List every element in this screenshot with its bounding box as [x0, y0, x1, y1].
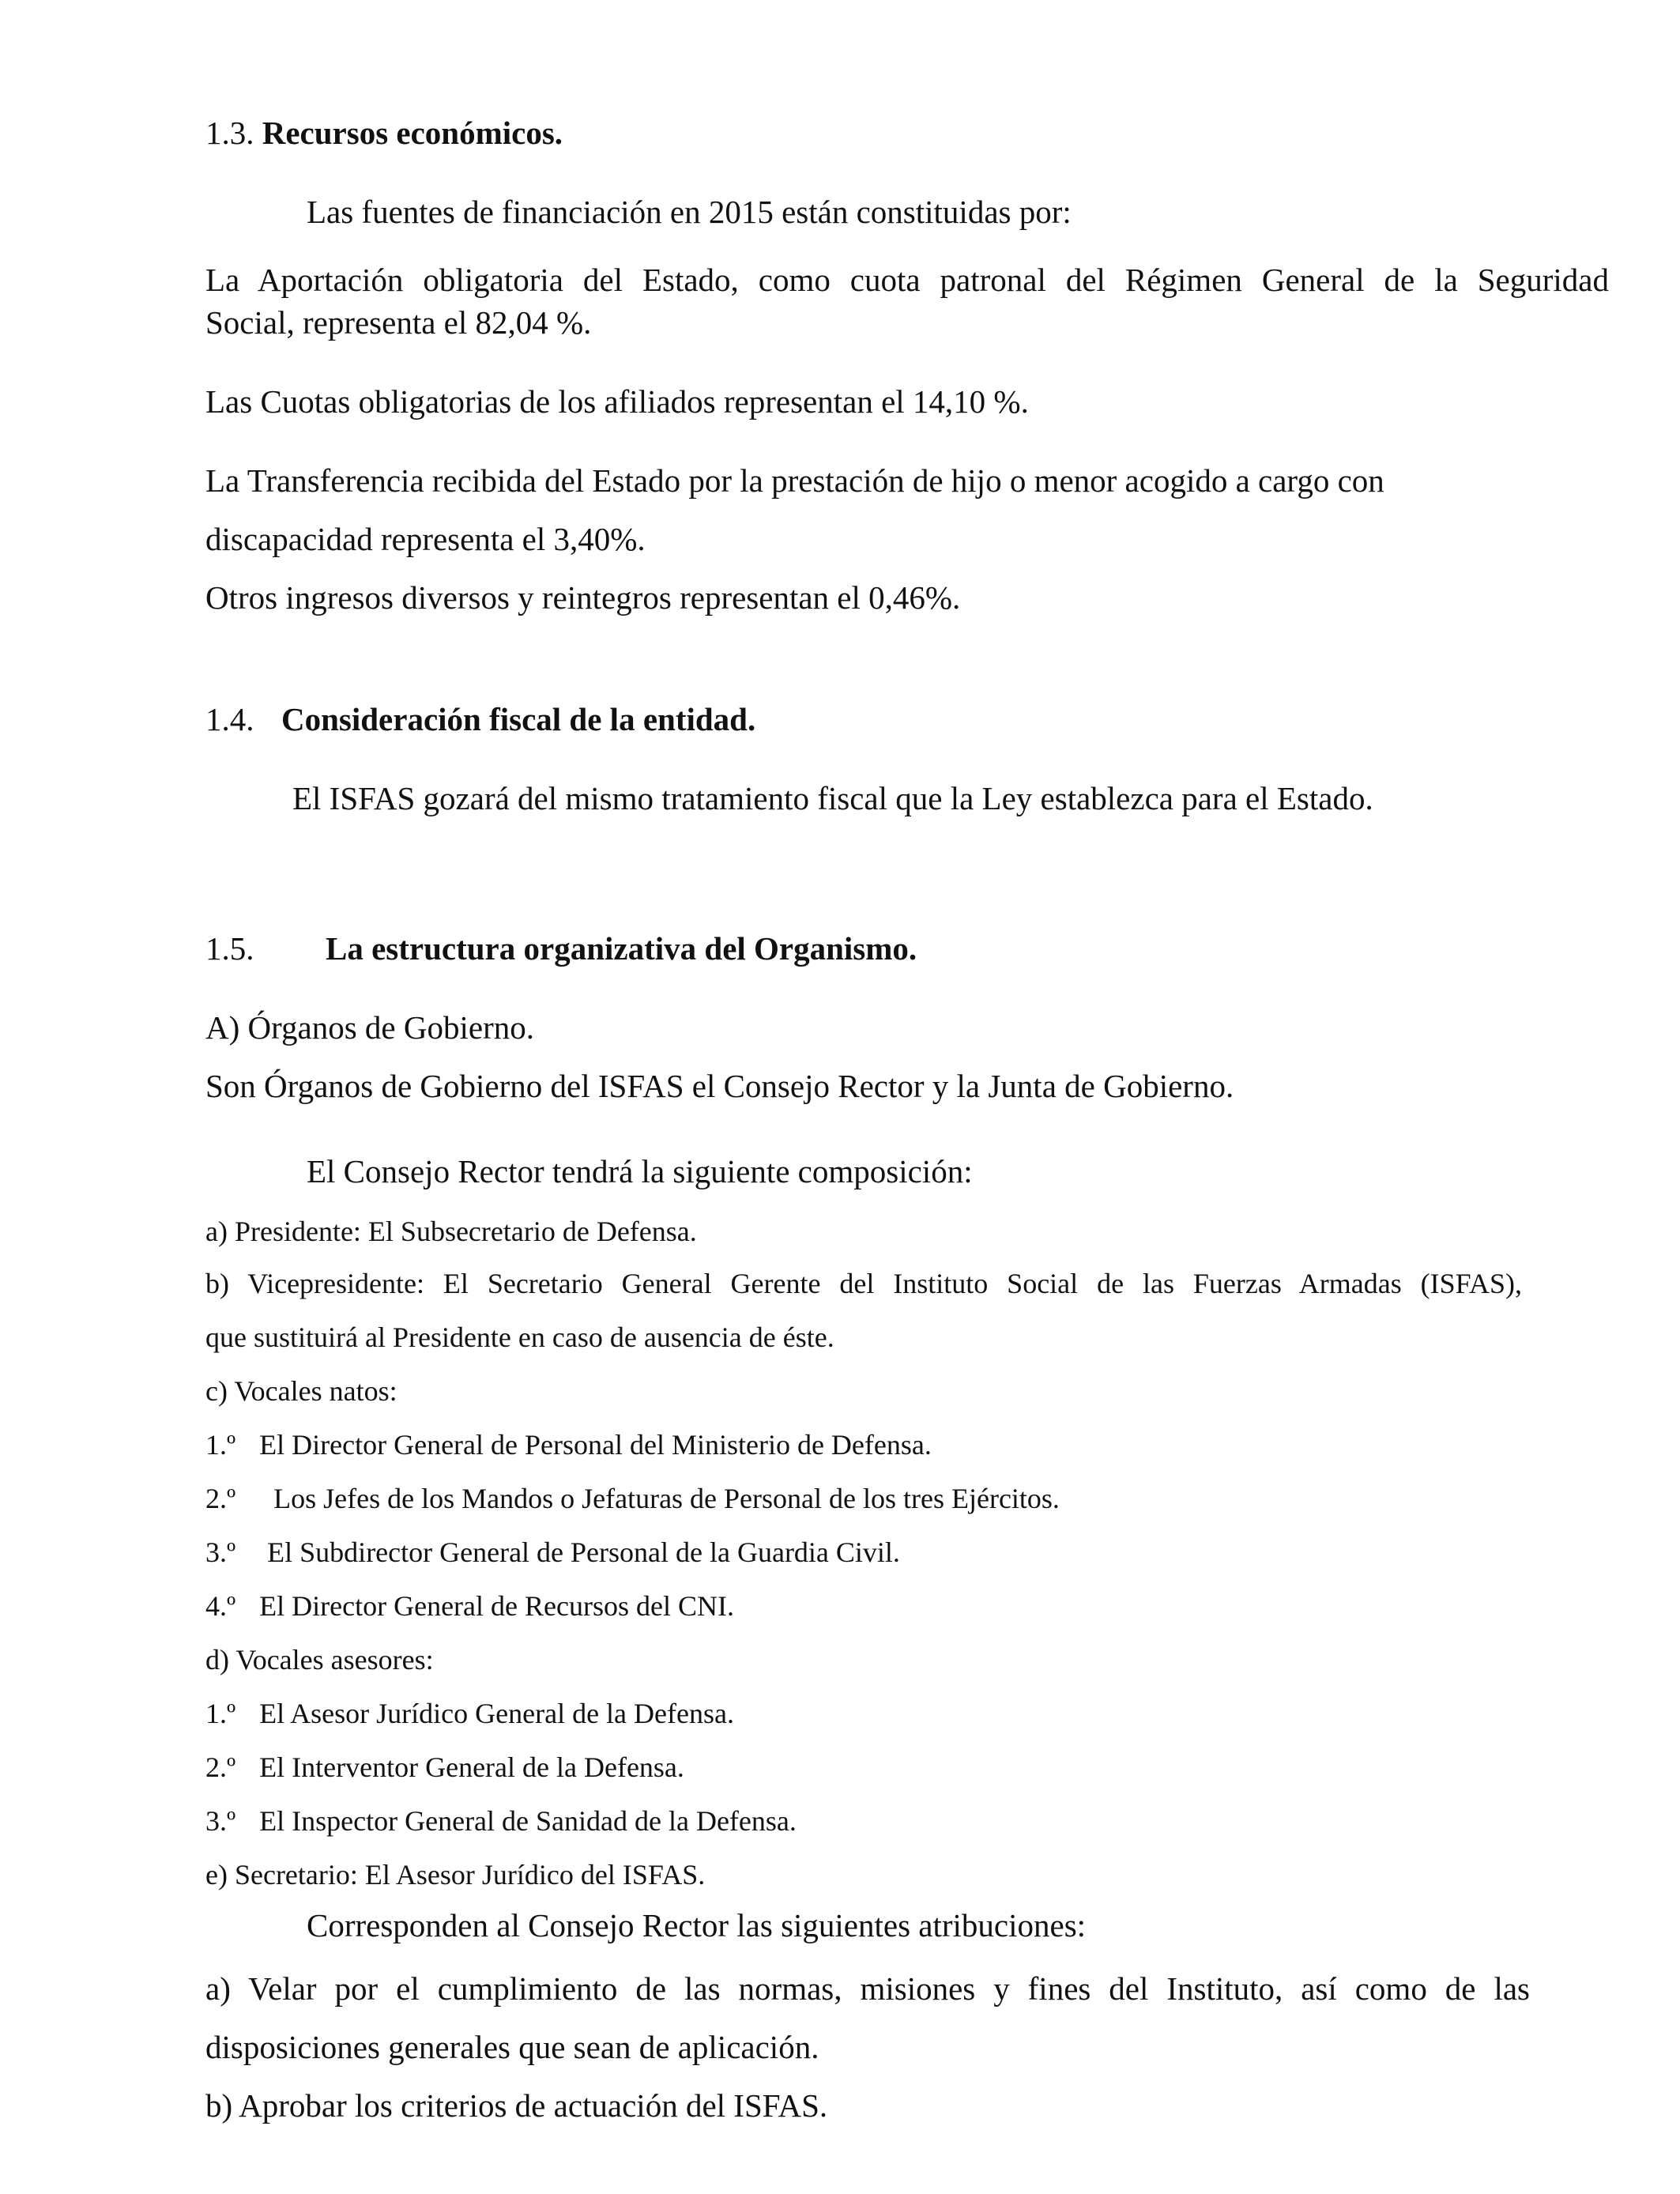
list-item-text: El Interventor General de la Defensa. [259, 1751, 684, 1783]
governing-bodies-text: Son Órganos de Gobierno del ISFAS el Consejo Rector y la Junta de Gobierno. [205, 1068, 1234, 1104]
list-item-number: 4.º [205, 1590, 236, 1622]
section-heading-1-5 [205, 930, 917, 967]
list-item-text: El Subdirector General de Personal de la Guardia Civil. [267, 1536, 900, 1568]
composition-intro: El Consejo Rector tendrá la siguiente composición: [307, 1153, 973, 1189]
attributions-intro: Corresponden al Consejo Rector las siguientes atribuciones: [307, 1907, 1087, 1943]
vocales-natos-heading: c) Vocales natos: [205, 1375, 397, 1407]
list-item-number: 1.º [205, 1698, 236, 1729]
section-title: La estructura organizativa del Organismo. [326, 930, 917, 967]
list-item [205, 1538, 900, 1566]
section-heading-1-3 [205, 117, 563, 149]
paragraph-transfer-line2: discapacidad representa el 3,40%. [205, 521, 646, 557]
list-item [205, 1699, 734, 1728]
list-item-text: El Inspector General de Sanidad de la Defensa. [259, 1805, 797, 1837]
list-item [205, 1753, 684, 1781]
list-item-number: 2.º [205, 1751, 236, 1783]
attribution-b: b) Aprobar los criterios de actuación del ISFAS. [205, 2087, 828, 2124]
section-title: Recursos económicos. [262, 115, 563, 151]
paragraph-other-income: Otros ingresos diversos y reintegros representan el 0,46%. [205, 579, 961, 616]
member-president: a) Presidente: El Subsecretario de Defensa. [205, 1216, 697, 1247]
section-number: 1.3. [205, 115, 254, 151]
section-title: Consideración fiscal de la entidad. [281, 701, 756, 737]
list-item-number: 2.º [205, 1483, 236, 1514]
member-secretary: e) Secretario: El Asesor Jurídico del ISFAS. [205, 1859, 706, 1891]
list-item-text: El Asesor Jurídico General de la Defensa. [259, 1698, 734, 1729]
financing-intro: Las fuentes de financiación en 2015 están constituidas por: [307, 194, 1072, 230]
paragraph-affiliate-quotas: Las Cuotas obligatorias de los afiliados representan el 14,10 %. [205, 383, 1029, 420]
fiscal-treatment-text: El ISFAS gozará del mismo tratamiento fiscal que la Ley establezca para el Estado. [292, 780, 1373, 816]
section-heading-1-4 [205, 703, 755, 736]
list-item [205, 1431, 932, 1459]
attribution-a-line1: a) Velar por el cumplimiento de las normas, misiones y fines del Instituto, así como de las [205, 1970, 1530, 2007]
list-item-text: El Director General de Personal del Ministerio de Defensa. [259, 1429, 932, 1461]
list-item [205, 1807, 797, 1835]
list-item-number: 1.º [205, 1429, 236, 1461]
paragraph-state-contribution-line1: La Aportación obligatoria del Estado, como cuota patronal del Régimen General de la Seguridad [205, 262, 1609, 298]
member-vicepresident-line2: que sustituirá al Presidente en caso de ausencia de éste. [205, 1321, 834, 1353]
vocales-asesores-heading: d) Vocales asesores: [205, 1644, 434, 1676]
section-number: 1.4. [205, 701, 254, 737]
section-number: 1.5. [205, 930, 254, 967]
list-item-number: 3.º [205, 1805, 236, 1837]
paragraph-state-contribution-line2: Social, representa el 82,04 %. [205, 304, 592, 341]
list-item-number: 3.º [205, 1536, 236, 1568]
list-item [205, 1484, 1060, 1513]
list-item-text: Los Jefes de los Mandos o Jefaturas de Personal de los tres Ejércitos. [273, 1483, 1060, 1514]
list-item-text: El Director General de Recursos del CNI. [259, 1590, 734, 1622]
member-vicepresident-line1: b) Vicepresidente: El Secretario General Gerente del Instituto Social de las Fuerzas Armadas (ISFAS), [205, 1268, 1522, 1299]
paragraph-transfer-line1: La Transferencia recibida del Estado por la prestación de hijo o menor acogido a cargo con [205, 462, 1384, 499]
list-item [205, 1592, 734, 1620]
attribution-a-line2: disposiciones generales que sean de aplicación. [205, 2029, 819, 2065]
subheading-governing-bodies: A) Órganos de Gobierno. [205, 1009, 534, 1046]
